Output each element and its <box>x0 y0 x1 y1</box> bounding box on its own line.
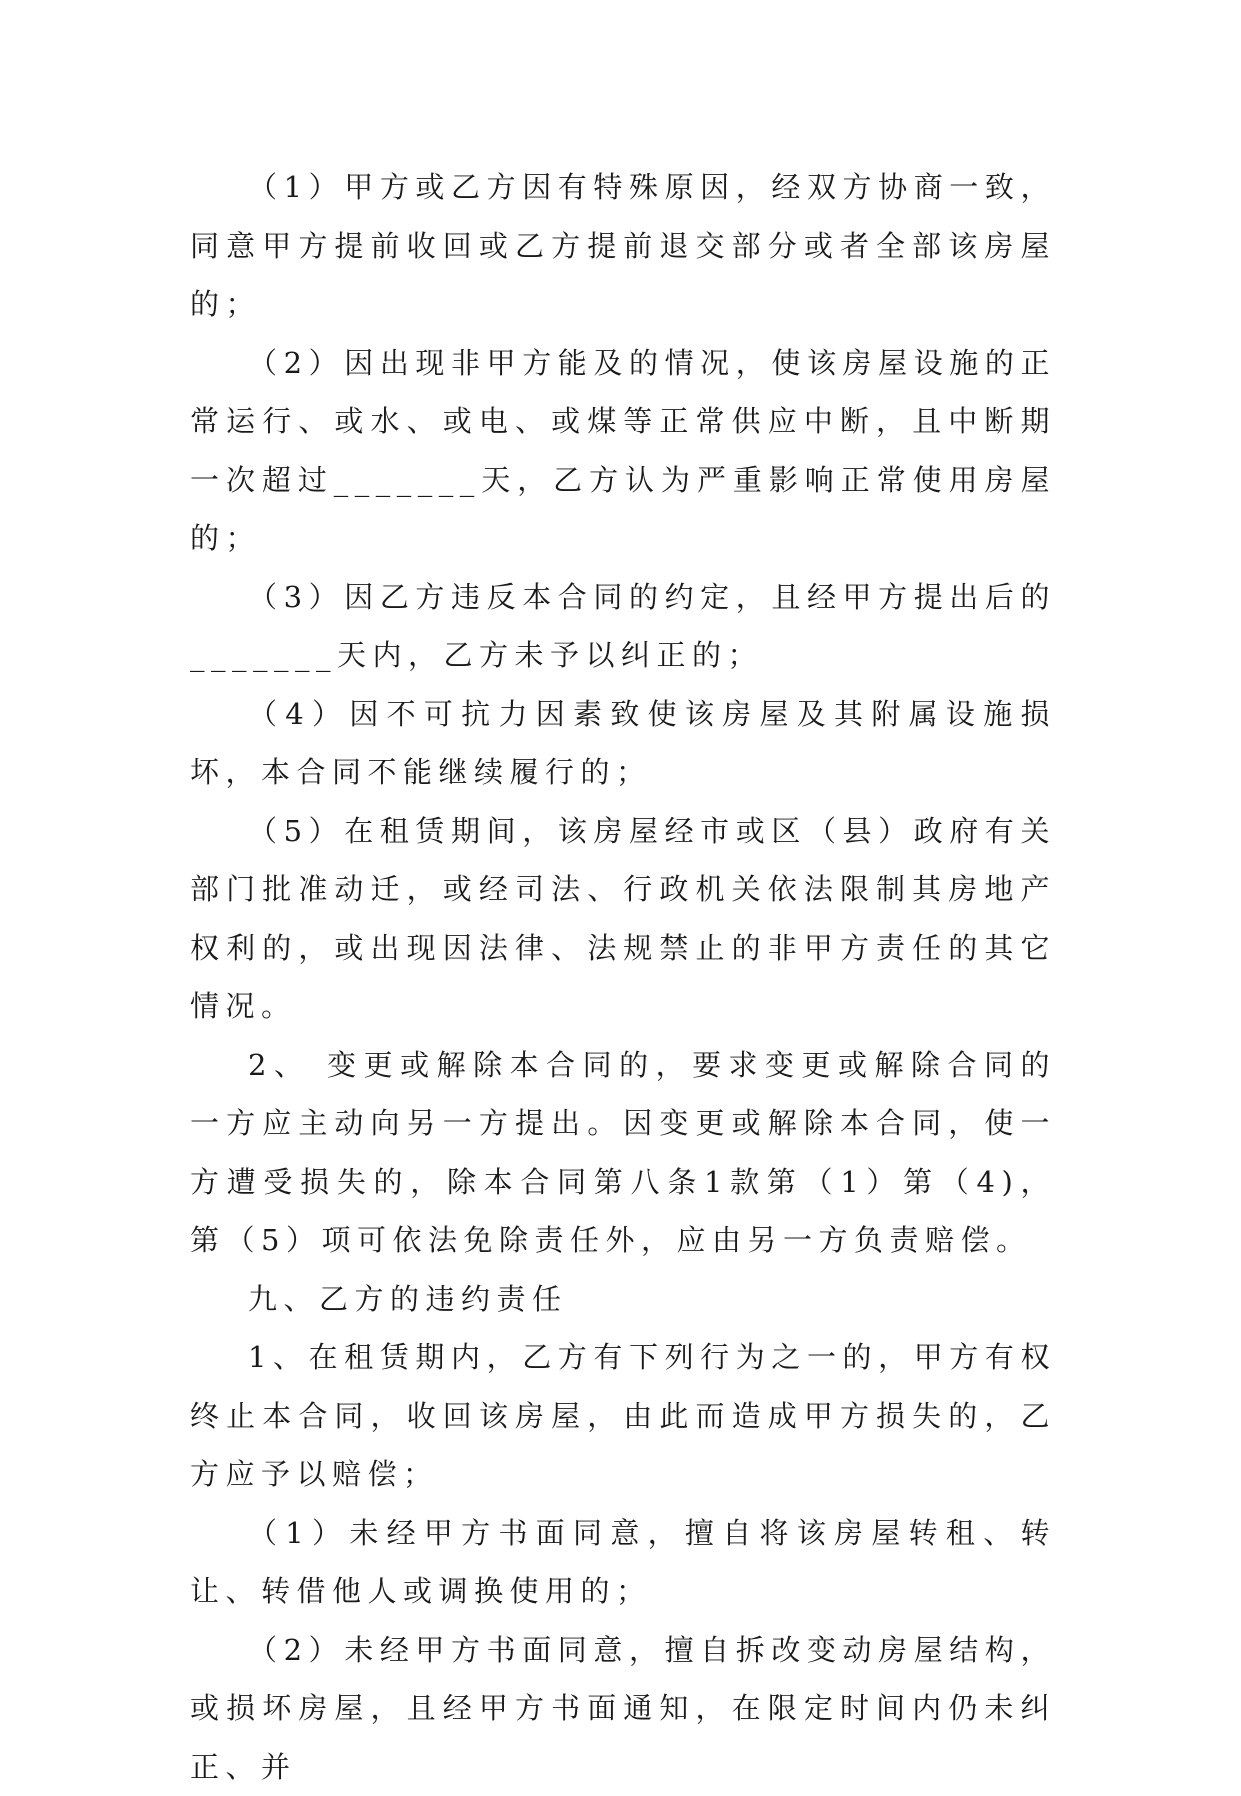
section-heading: 九、乙方的违约责任 <box>190 1270 1056 1329</box>
clause-paragraph: （1）未经甲方书面同意，擅自将该房屋转租、转让、转借他人或调换使用的； <box>190 1504 1056 1621</box>
clause-paragraph: （5）在租赁期间，该房屋经市或区（县）政府有关部门批准动迁，或经司法、行政机关依法限制其房地产权利的，或出现因法律、法规禁止的非甲方责任的其它情况。 <box>190 802 1056 1036</box>
document-body <box>190 158 1056 1796</box>
clause-paragraph: 1、在租赁期内，乙方有下列行为之一的，甲方有权终止本合同，收回该房屋，由此而造成甲方损失的，乙方应予以赔偿； <box>190 1328 1056 1504</box>
clause-paragraph: （3）因乙方违反本合同的约定，且经甲方提出后的_______天内，乙方未予以纠正的； <box>190 568 1056 685</box>
clause-paragraph: （2）未经甲方书面同意，擅自拆改变动房屋结构，或损坏房屋，且经甲方书面通知，在限定时间内仍未纠正、并 <box>190 1621 1056 1796</box>
clause-paragraph: 2、 变更或解除本合同的，要求变更或解除合同的一方应主动向另一方提出。因变更或解除本合同，使一方遭受损失的，除本合同第八条1款第（1）第（4)，第（5）项可依法免除责任外，应由另一方负责赔偿。 <box>190 1036 1056 1270</box>
clause-paragraph: （1）甲方或乙方因有特殊原因，经双方协商一致，同意甲方提前收回或乙方提前退交部分或者全部该房屋的； <box>190 158 1056 334</box>
clause-paragraph: （4）因不可抗力因素致使该房屋及其附属设施损坏，本合同不能继续履行的； <box>190 685 1056 802</box>
clause-paragraph: （2）因出现非甲方能及的情况，使该房屋设施的正常运行、或水、或电、或煤等正常供应中断，且中断期一次超过_______天，乙方认为严重影响正常使用房屋的； <box>190 334 1056 568</box>
